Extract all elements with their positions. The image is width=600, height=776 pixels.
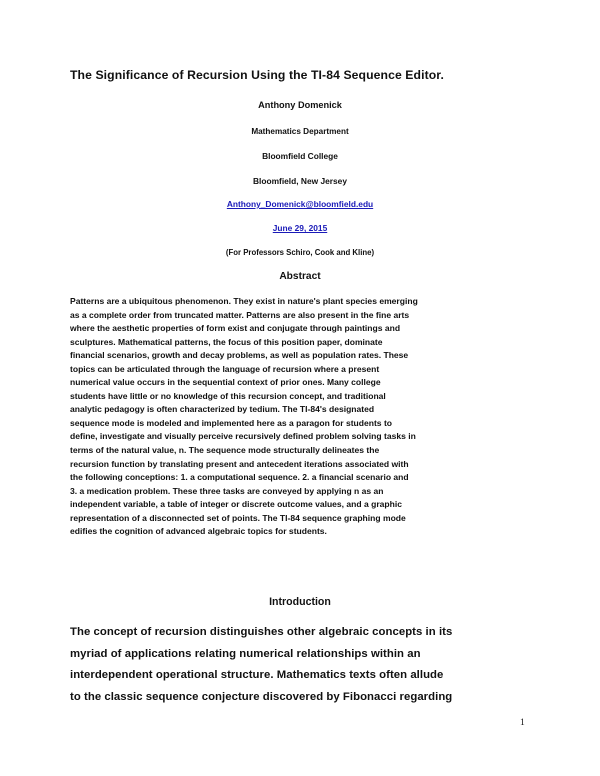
introduction-line: interdependent operational structure. Mathematics texts often allude	[70, 669, 444, 681]
abstract-line: numerical value occurs in the sequential context of prior ones. Many college	[70, 377, 381, 388]
abstract-line: representation of a disconnected set of points. The TI-84 sequence graphing mode	[70, 512, 406, 523]
introduction-line: myriad of applications relating numerical relationships within an	[70, 647, 421, 660]
abstract-line: edifies the cognition of advanced algebraic topics for students.	[70, 526, 327, 537]
introduction-heading: Introduction	[269, 596, 331, 608]
college-name: Bloomfield College	[262, 151, 338, 161]
introduction-line: to the classic sequence conjecture discovered by Fibonacci regarding	[70, 690, 453, 703]
abstract-line: 3. a medication problem. These three tasks are conveyed by applying n as an	[70, 485, 384, 496]
abstract-paragraph	[70, 295, 538, 539]
abstract-line: the following conceptions: 1. a computational sequence. 2. a financial scenario and	[70, 472, 409, 483]
author-name: Anthony Domenick	[258, 100, 342, 110]
abstract-line: where the aesthetic properties of form exist and conjugate through paintings and	[70, 323, 401, 334]
abstract-line: define, investigate and visually perceive recursively defined problem solving tasks in	[70, 431, 416, 442]
email-link[interactable]: Anthony_Domenick@bloomfield.edu	[226, 199, 374, 209]
abstract-line: recursion function by translating present and antecedent iterations associated with	[70, 458, 409, 469]
paper-title: The Significance of Recursion Using the TI-84 Sequence Editor.	[70, 68, 444, 82]
abstract-line: topics can be articulated through the language of recursion where a present	[70, 363, 380, 374]
introduction-line: The concept of recursion distinguishes other algebraic concepts in its	[70, 626, 453, 638]
publication-date: June 29, 2015	[272, 223, 328, 233]
abstract-line: as a complete order from truncated matter. Patterns are also present in the fine arts	[70, 309, 410, 320]
abstract-line: students have little or no knowledge of this recursion concept, and traditional	[70, 390, 386, 401]
dedication-note: (For Professors Schiro, Cook and Kline)	[225, 248, 375, 257]
abstract-line: Patterns are a ubiquitous phenomenon. They exist in nature's plant species emerging	[70, 296, 418, 306]
department: Mathematics Department	[251, 127, 349, 136]
abstract-line: analytic pedagogy is often characterized by tedium. The TI-84's designated	[70, 404, 375, 415]
abstract-line: sequence mode is modeled and implemented here as a paragon for students to	[70, 417, 393, 428]
location: Bloomfield, New Jersey	[252, 176, 348, 186]
abstract-line: financial scenarios, growth and decay problems, as well as population rates. These	[70, 350, 409, 361]
abstract-line: sculptures. Mathematical patterns, the focus of this position paper, dominate	[70, 336, 383, 347]
abstract-line: terms of the natural value, n. The sequence mode structurally delineates the	[70, 445, 380, 456]
abstract-heading: Abstract	[279, 271, 321, 282]
abstract-line: independent variable, a table of integer or discrete outcome values, and a graphic	[70, 499, 402, 510]
page-number: 1	[520, 718, 525, 728]
introduction-paragraph	[70, 622, 540, 708]
